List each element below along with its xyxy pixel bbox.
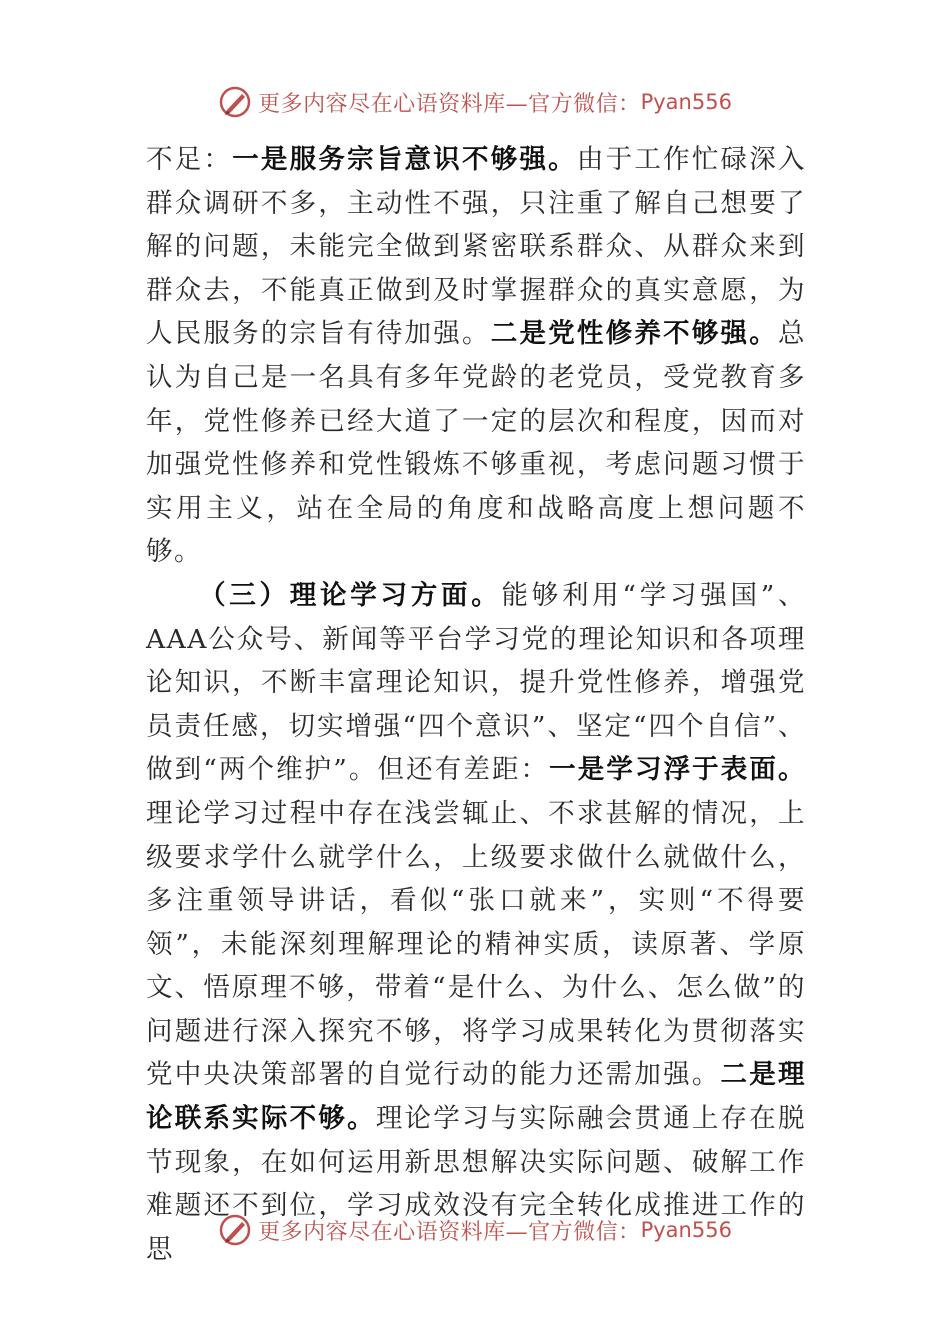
paragraph-shortcomings — [146, 138, 806, 574]
banner-text: 更多内容尽在心语资料库—官方微信： — [258, 1219, 641, 1245]
header-banner — [0, 82, 950, 122]
bold-heading: 一是服务宗旨意识不够强。 — [232, 144, 577, 175]
paragraph-theory-study — [146, 574, 806, 1272]
banner-wechat-id: Pyan556 — [640, 1218, 732, 1242]
text-run: 理论学习与实际融会贯通上存在脱节现象，在如何运用新思想解决实际问题、破解工作难题还不到位，学习成效没有完全转化成推进工作的思 — [146, 1103, 807, 1265]
banner-text: 更多内容尽在心语资料库—官方微信： — [258, 91, 641, 117]
bold-heading: 二是党性修养不够强。 — [490, 318, 779, 350]
text-run: 由于工作忙碌深入群众调研不多，主动性不强，只注重了解自己想要了解的问题，未能完全做到紧密联系群众、从群众来到群众去，不能真正做到及时掌握群众的真实意愿，为人民服务的宗旨有待加强。 — [146, 144, 807, 350]
text-run: 能够利用“学习强国”、AAA公众号、新闻等平台学习党的理论知识和各项理论知识，不断丰富理论知识，提升党性修养，增强党员责任感，切实增强“四个意识”、坚定“四个自信”、做到“两个维护”。但还有差距： — [146, 579, 806, 786]
pen-logo-icon — [218, 85, 252, 119]
text-run: 不足： — [146, 144, 233, 175]
section-heading: （三）理论学习方面。 — [199, 579, 502, 611]
document-body — [146, 138, 806, 1271]
footer-banner — [0, 1210, 950, 1250]
text-run: 总认为自己是一名具有多年党龄的老党员，受党教育多年，党性修养已经大道了一定的层次和程度，因而对加强党性修养和党性锻炼不够重视，考虑问题习惯于实用主义，站在全局的角度和战略高度上想问题不够。 — [146, 318, 807, 568]
text-run: 理论学习过程中存在浅尝辄止、不求甚解的情况，上级要求学什么就学什么，上级要求做什么就做什么，多注重领导讲话，看似“张口就来”，实则“不得要领”，未能深刻理解理论的精神实质，读原著、学原文、悟原理不够，带着“是什么、为什么、怎么做”的问题进行深入探究不够，将学习成果转化为贯彻落实党中央决策部署的自觉行动的能力还需加强。 — [146, 797, 806, 1091]
bold-heading: 二是理论联系实际不够。 — [146, 1059, 807, 1135]
bold-heading: 一是学习浮于表面。 — [549, 754, 806, 786]
banner-wechat-id: Pyan556 — [640, 90, 732, 114]
pen-logo-icon — [218, 1213, 252, 1247]
